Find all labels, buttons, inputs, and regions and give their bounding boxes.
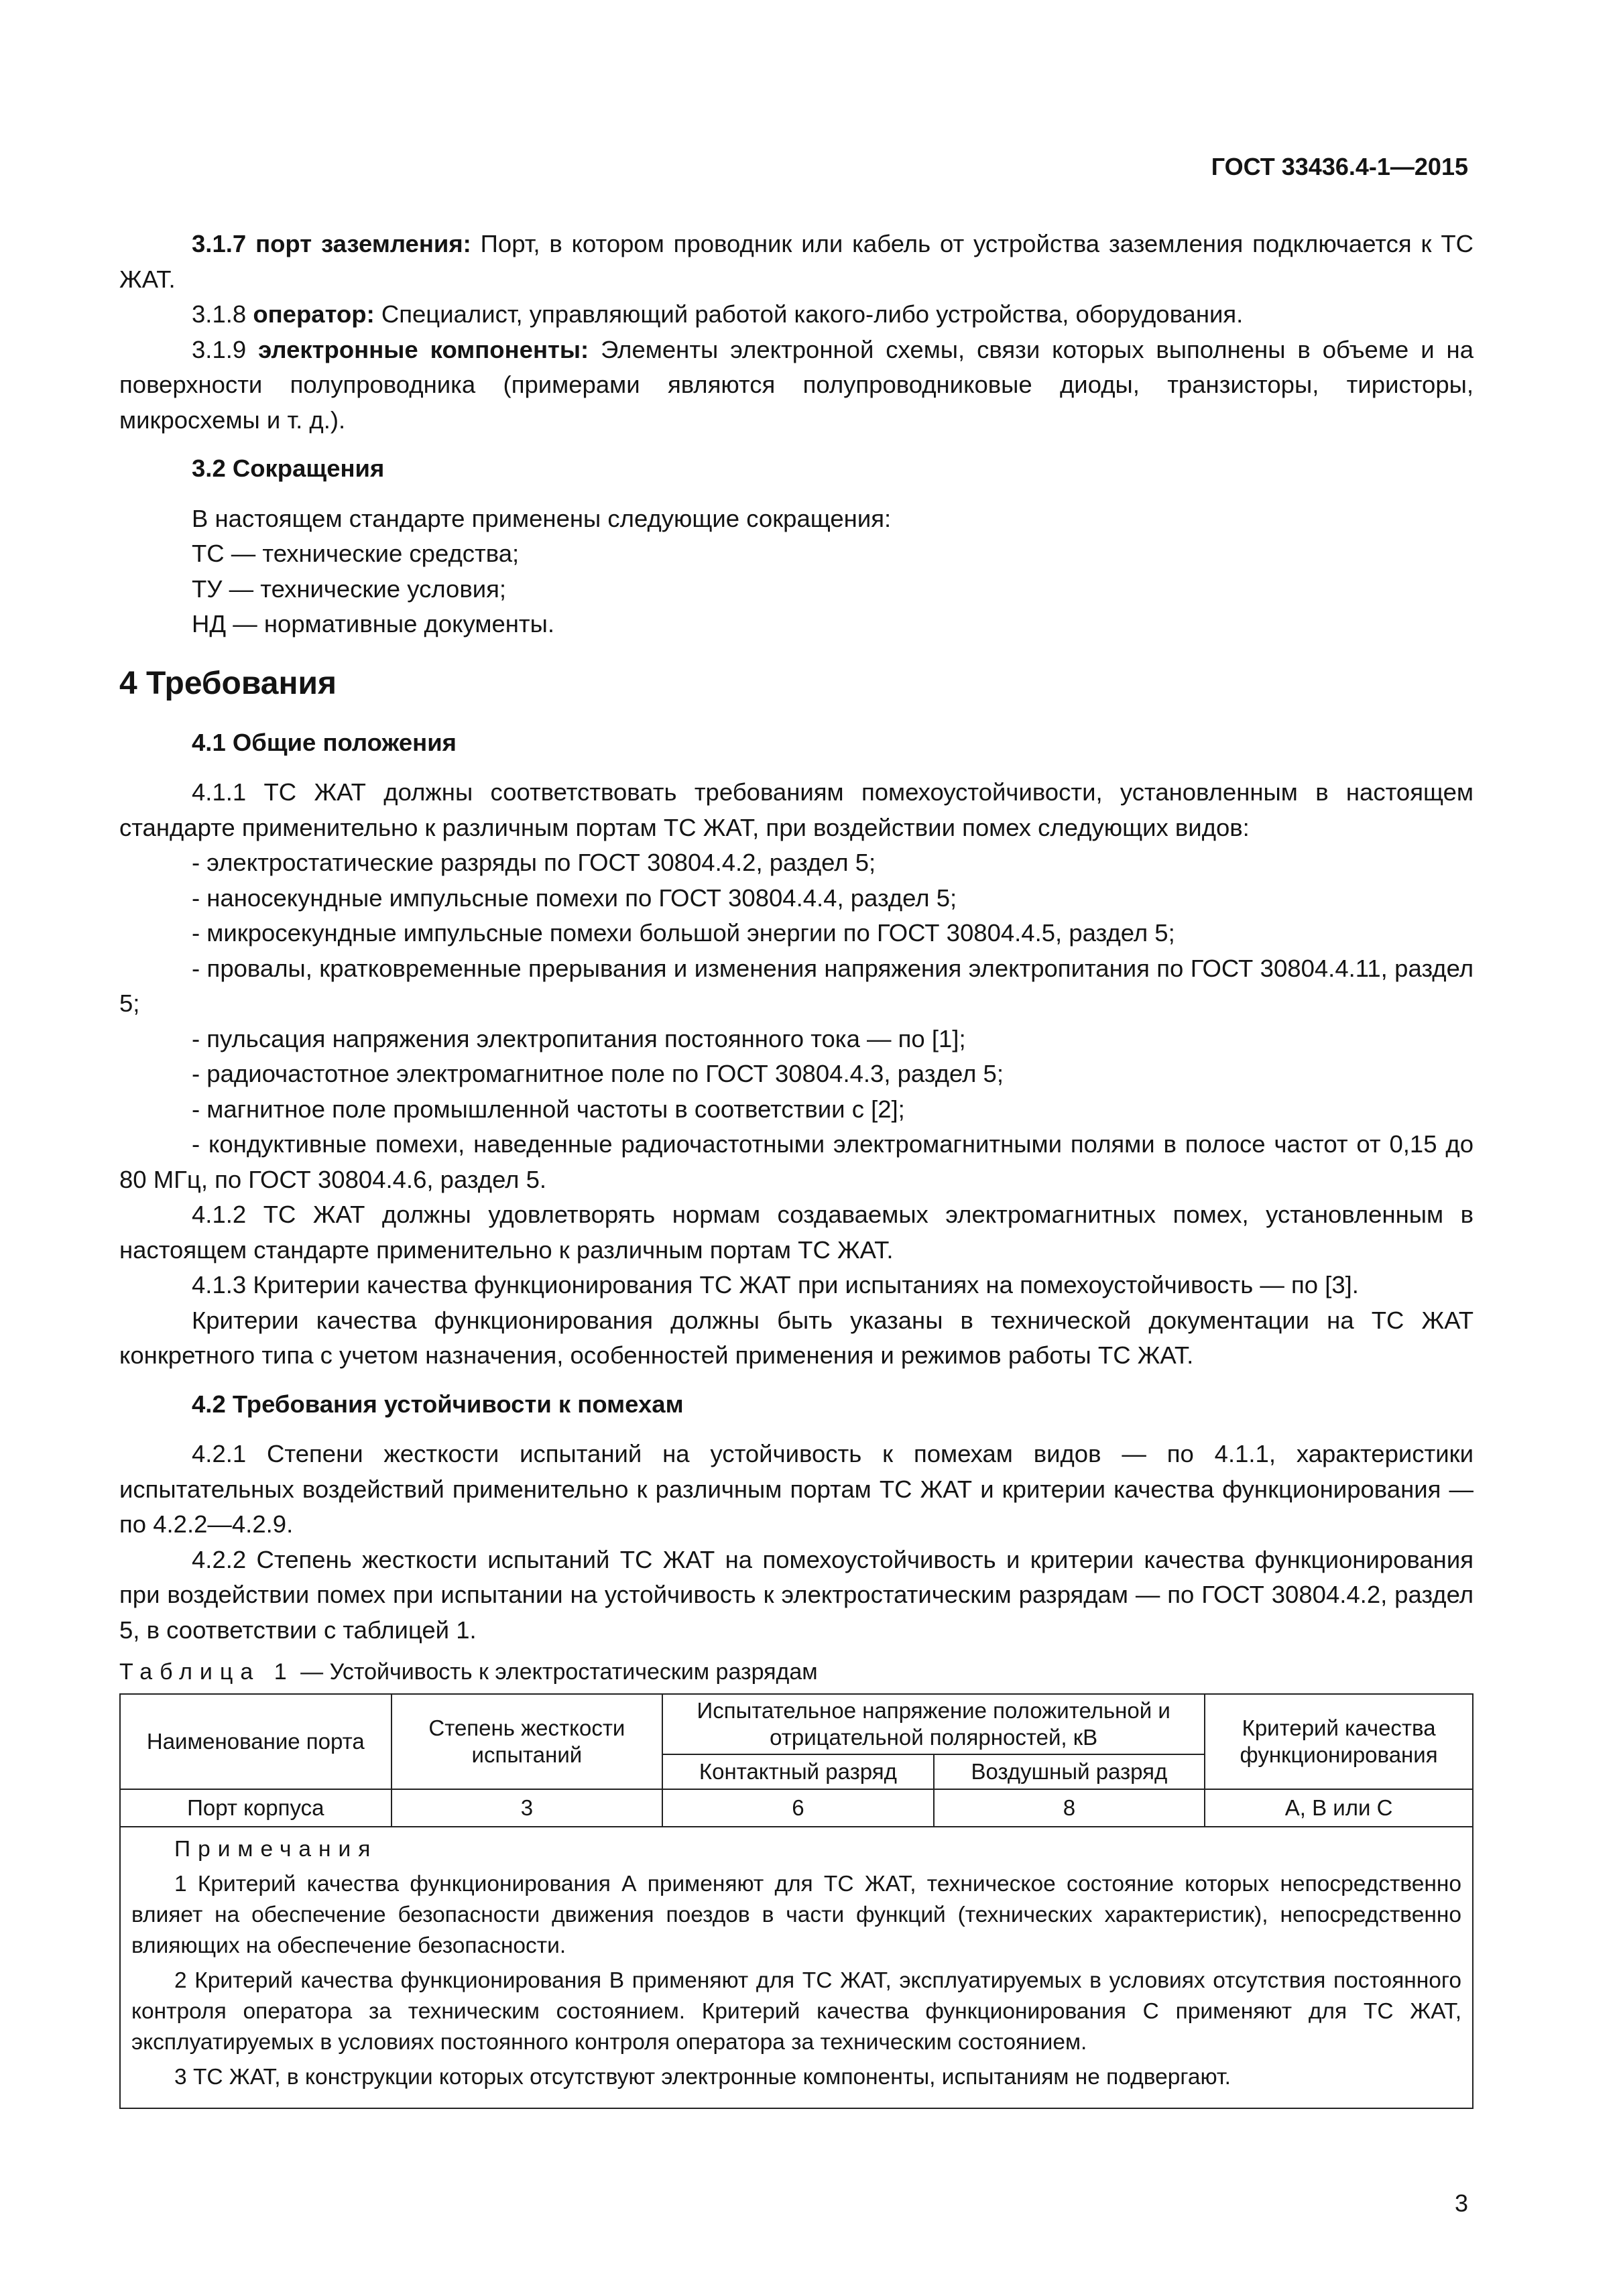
definition-3-1-7: [119, 227, 1474, 297]
cell-criterion: А, В или С: [1205, 1789, 1473, 1827]
cell-contact: 6: [662, 1789, 934, 1827]
list-item: - радиочастотное электромагнитное поле по ГОСТ 30804.4.3, раздел 5;: [192, 1060, 1004, 1087]
definition-text: Элементы электронной схемы, связи которых выполнены в объеме и на поверхности полупроводника (примерами являются полупроводниковые диоды, транзисторы, тиристоры, микросхемы и т. д.).: [119, 335, 1474, 434]
section-heading-4: 4 Требования: [119, 665, 337, 701]
definition-number: 3.1.8: [192, 300, 247, 328]
table-caption: [119, 1657, 1474, 1687]
definition-3-1-8: [119, 297, 1474, 333]
paragraph-4-1-1: 4.1.1 ТС ЖАТ должны соответствовать требованиям помехоустойчивости, установленным в настоящем стандарте применительно к различным портам ТС ЖАТ, при воздействии помех следующих видов:: [119, 778, 1474, 841]
definition-number: 3.1.9: [192, 335, 247, 363]
list-item: - наносекундные импульсные помехи по ГОСТ 30804.4.4, раздел 5;: [192, 884, 957, 912]
definition-term: оператор:: [253, 300, 375, 328]
note-item: 2 Критерий качества функционирования В применяют для ТС ЖАТ, эксплуатируемых в условиях отсутствия постоянного контроля оператора за техническим состоянием. Критерий качества функционирования С применяют для ТС ЖАТ, эксплуатируемых в условиях постоянного контроля оператора за техническим состоянием.: [131, 1968, 1461, 2055]
abbreviations-intro: В настоящем стандарте применены следующие сокращения:: [192, 504, 892, 532]
definition-term: электронные компоненты:: [258, 335, 589, 363]
paragraph-4-1-3: 4.1.3 Критерии качества функционирования ТС ЖАТ при испытаниях на помехоустойчивость — по [3].: [192, 1271, 1359, 1298]
section-heading-4-2: 4.2 Требования устойчивости к помехам: [192, 1390, 684, 1418]
definition-text: Порт, в котором проводник или кабель от устройства заземления подключается к ТС ЖАТ.: [119, 230, 1474, 293]
notes-label: Примечания: [174, 1837, 378, 1862]
note-item: 1 Критерий качества функционирования А применяют для ТС ЖАТ, техническое состояние которых непосредственно влияет на обеспечение безопасности движения поездов в части функций (технических характеристик), непосредственно влияющих на обеспечение безопасности.: [131, 1872, 1461, 1958]
paragraph-4-2-1: 4.2.1 Степени жесткости испытаний на устойчивость к помехам видов — по 4.1.1, характеристики испытательных воздействий применительно к различным портам ТС ЖАТ и критерии качества функционирования — по 4.2.2—4.2.9.: [119, 1440, 1474, 1538]
table-caption-label: Таблица 1: [119, 1659, 294, 1685]
list-item: - кондуктивные помехи, наведенные радиочастотными электромагнитными полями в полосе частот от 0,15 до 80 МГц, по ГОСТ 30804.4.6, раздел 5.: [119, 1130, 1474, 1193]
section-heading-4-1: 4.1 Общие положения: [192, 728, 457, 756]
definition-text: Специалист, управляющий работой какого-либо устройства, оборудования.: [374, 300, 1244, 328]
page-content: [119, 227, 1474, 2109]
abbreviation-item: ТС — технические средства;: [192, 540, 520, 567]
header-port: Наименование порта: [120, 1694, 392, 1789]
header-voltage: Испытательное напряжение положительной и отрицательной полярностей, кВ: [662, 1694, 1205, 1754]
list-item: - провалы, кратковременные прерывания и изменения напряжения электропитания по ГОСТ 30804.4.11, раздел 5;: [119, 954, 1474, 1017]
note-item: 3 ТС ЖАТ, в конструкции которых отсутствуют электронные компоненты, испытаниям не подвергают.: [174, 2065, 1231, 2090]
table-caption-text: — Устойчивость к электростатическим разрядам: [294, 1659, 818, 1685]
abbreviation-item: ТУ — технические условия;: [192, 575, 507, 603]
list-item: - микросекундные импульсные помехи большой энергии по ГОСТ 30804.4.5, раздел 5;: [192, 919, 1175, 947]
paragraph-4-1-3-continued: Критерии качества функционирования должны быть указаны в технической документации на ТС ЖАТ конкретного типа с учетом назначения, особенностей применения и режимов работы ТС ЖАТ.: [119, 1306, 1474, 1369]
paragraph-4-2-2: 4.2.2 Степень жесткости испытаний ТС ЖАТ на помехоустойчивость и критерии качества функционирования при воздействии помех при испытании на устойчивость к электростатическим разрядам — по ГОСТ 30804.4.2, раздел 5, в соответствии с таблицей 1.: [119, 1545, 1474, 1644]
cell-air: 8: [934, 1789, 1205, 1827]
header-air: Воздушный разряд: [934, 1754, 1205, 1789]
list-item: - магнитное поле промышленной частоты в соответствии с [2];: [192, 1095, 905, 1123]
table-header-row: [120, 1694, 1473, 1754]
header-severity: Степень жесткости испытаний: [392, 1694, 662, 1789]
paragraph-4-1-2: 4.1.2 ТС ЖАТ должны удовлетворять нормам создаваемых электромагнитных помех, установленным в настоящем стандарте применительно к различным портам ТС ЖАТ.: [119, 1201, 1474, 1264]
section-heading-3-2: 3.2 Сокращения: [192, 455, 385, 482]
header-criterion: Критерий качества функционирования: [1205, 1694, 1473, 1789]
list-item: - электростатические разряды по ГОСТ 30804.4.2, раздел 5;: [192, 849, 876, 876]
definition-number: 3.1.7: [192, 230, 247, 257]
esd-table: [119, 1693, 1474, 2109]
table-row: [120, 1789, 1473, 1827]
abbreviation-item: НД — нормативные документы.: [192, 610, 554, 638]
list-item: - пульсация напряжения электропитания постоянного тока — по [1];: [192, 1024, 966, 1052]
header-contact: Контактный разряд: [662, 1754, 934, 1789]
page-number: 3: [1454, 2189, 1468, 2217]
table-notes-row: [120, 1827, 1473, 2108]
definition-term: порт заземления:: [255, 230, 471, 257]
table-notes: [120, 1827, 1473, 2108]
definition-3-1-9: [119, 333, 1474, 438]
cell-severity: 3: [392, 1789, 662, 1827]
cell-port: Порт корпуса: [120, 1789, 392, 1827]
document-code: ГОСТ 33436.4-1—2015: [1211, 153, 1468, 180]
